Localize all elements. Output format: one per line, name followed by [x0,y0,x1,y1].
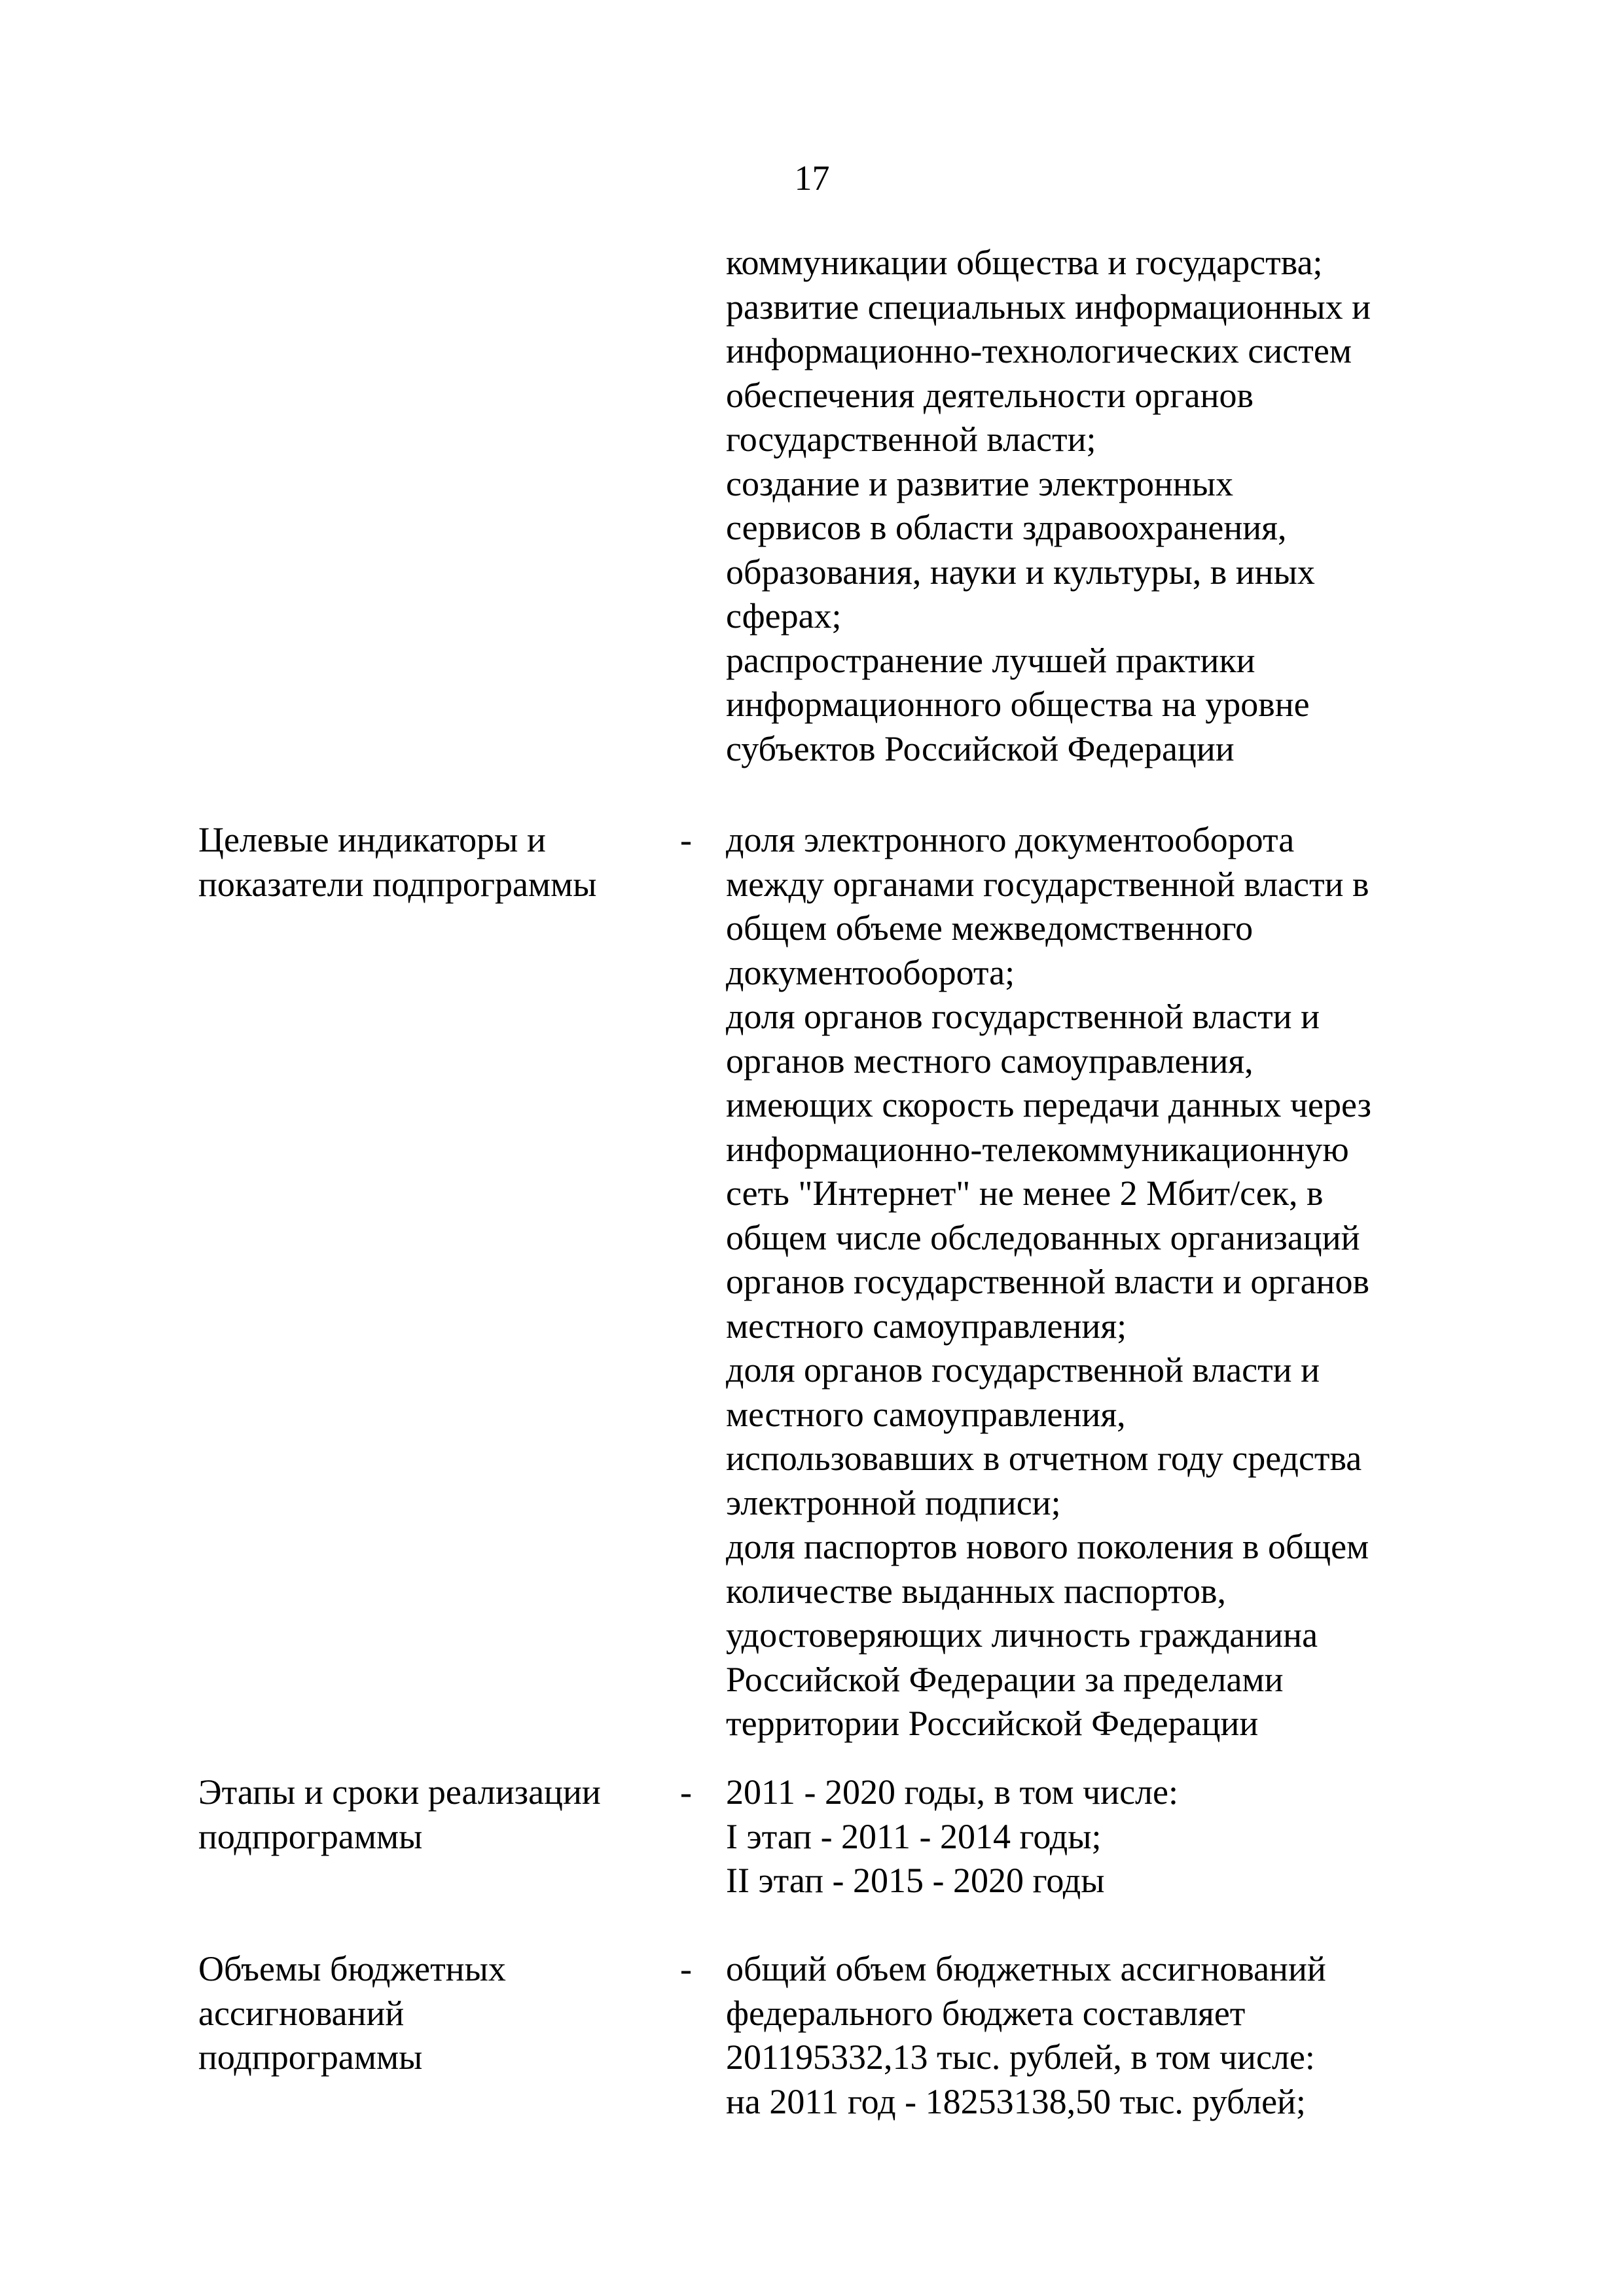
label-line: подпрограммы [198,2037,423,2077]
text-line: I этап - 2011 - 2014 годы; [726,1816,1102,1856]
text-line: документооборота; [726,952,1015,992]
dash-mark: - [680,820,692,859]
text-line: использовавших в отчетном году средства [726,1439,1362,1478]
text-line: на 2011 год - 18253138,50 тыс. рублей; [726,2081,1306,2121]
intro-continuation-text [726,241,1551,771]
text-line: имеющих скорость передачи данных через [726,1085,1371,1124]
text-line: информационно-телекоммуникационную [726,1129,1349,1169]
text-line: субъектов Российской Федерации [726,728,1235,768]
label-line: Объемы бюджетных [198,1949,506,1988]
text-line: органов местного самоуправления, [726,1041,1254,1081]
text-line: информационного общества на уровне [726,685,1310,724]
label-line: Этапы и сроки реализации [198,1772,601,1812]
text-line: федерального бюджета составляет [726,1993,1246,2033]
text-line: информационно-технологических систем [726,331,1352,370]
label-line: ассигнований [198,1993,405,2033]
page-number: 17 [794,158,830,198]
text-line: создание и развитие электронных [726,463,1234,503]
text-line: 201195332,13 тыс. рублей, в том числе: [726,2037,1315,2077]
text-line: II этап - 2015 - 2020 годы [726,1861,1105,1900]
text-line: общий объем бюджетных ассигнований [726,1949,1326,1988]
text-line: доля паспортов нового поколения в общем [726,1527,1369,1566]
text-line: сеть "Интернет" не менее 2 Мбит/сек, в [726,1174,1324,1213]
label-line: показатели подпрограммы [198,864,597,904]
text-line: общем числе обследованных организаций [726,1217,1360,1257]
text-line: государственной власти; [726,420,1096,459]
row-content [726,1947,1551,2124]
text-line: общем объеме межведомственного [726,908,1254,948]
row-dash [673,818,699,863]
dash-mark: - [680,1949,692,1988]
text-line: количестве выданных паспортов, [726,1571,1227,1611]
text-line: органов государственной власти и органов [726,1262,1369,1301]
row-dash [673,1947,699,1992]
text-line: образования, науки и культуры, в иных [726,552,1315,592]
text-line: распространение лучшей практики [726,640,1255,680]
label-line: Целевые индикаторы и [198,820,546,859]
text-line: доля органов государственной власти и [726,997,1320,1036]
row-content [726,818,1551,1746]
dash-mark: - [680,1772,692,1812]
text-line: между органами государственной власти в [726,864,1369,904]
row-label [198,818,650,906]
text-line: местного самоуправления, [726,1394,1126,1434]
row-content [726,1770,1551,1903]
text-line: развитие специальных информационных и [726,287,1371,327]
text-line: обеспечения деятельности органов [726,375,1254,415]
text-line: сервисов в области здравоохранения, [726,508,1287,547]
text-line: доля органов государственной власти и [726,1350,1320,1390]
label-line: подпрограммы [198,1816,423,1856]
row-label [198,1770,650,1859]
text-line: местного самоуправления; [726,1306,1127,1346]
row-label [198,1947,650,2080]
text-line: сферах; [726,596,842,636]
row-dash [673,1770,699,1815]
text-line: электронной подписи; [726,1482,1061,1522]
text-line: доля электронного документооборота [726,820,1295,859]
text-line: удостоверяющих личность гражданина [726,1615,1318,1655]
text-line: 2011 - 2020 годы, в том числе: [726,1772,1178,1812]
text-line: Российской Федерации за пределами [726,1659,1284,1699]
text-line: коммуникации общества и государства; [726,243,1323,282]
text-line: территории Российской Федерации [726,1704,1259,1743]
